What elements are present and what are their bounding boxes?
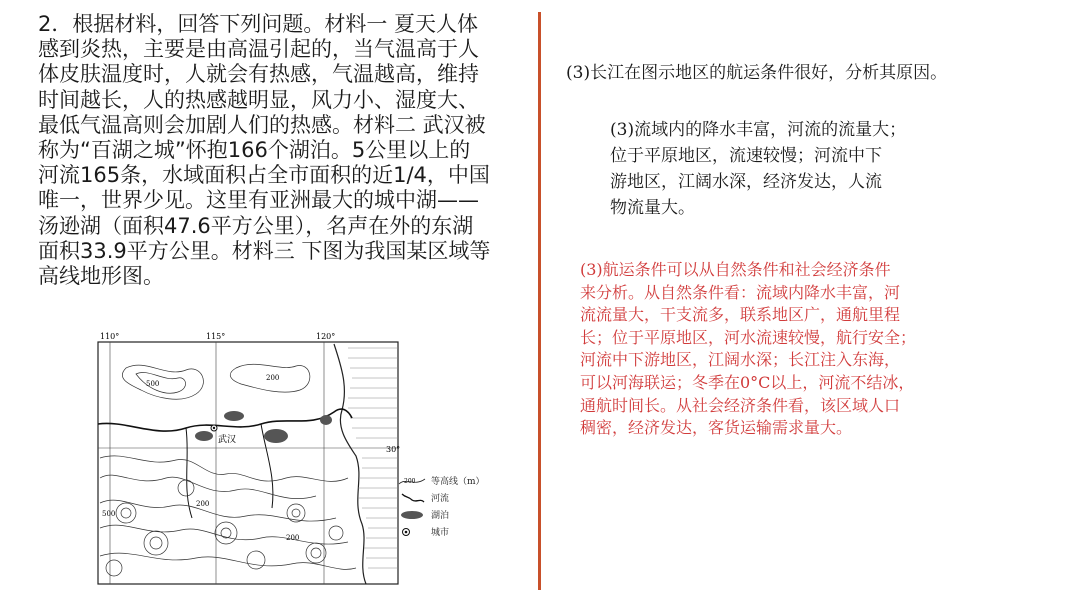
- legend-city-label: 城市: [431, 528, 450, 538]
- legend-contour: [398, 472, 508, 489]
- answer-text: (3)流域内的降水丰富，河流的流量大； 位于平原地区，流速较慢；河流中下 游地区，江阔水深，经济发达，人流 物流量大。: [610, 120, 907, 218]
- legend-lake-label: 湖泊: [431, 511, 450, 521]
- lake-1: [224, 411, 244, 421]
- legend-river: [398, 489, 508, 506]
- contour-label-200-c: 200: [286, 534, 300, 542]
- contour-label-500-a: 500: [146, 380, 160, 388]
- column-divider: [538, 12, 541, 590]
- lake-poyang: [264, 429, 288, 443]
- lake-legend-icon: [398, 509, 426, 521]
- contour-label-200-a: 200: [266, 374, 280, 382]
- river-legend-icon: [398, 492, 426, 504]
- subquestion-3: (3)长江在图示地区的航运条件很好，分析其原因。: [566, 63, 948, 83]
- contour-map: [86, 328, 506, 590]
- legend-city: [398, 523, 508, 540]
- lon-label-110: 110°: [100, 332, 120, 341]
- city-legend-icon: [398, 526, 426, 538]
- lon-label-120: 120°: [316, 332, 336, 341]
- lat-label-30: 30°: [386, 445, 401, 454]
- city-label-wuhan: 武汉: [218, 435, 237, 445]
- city-wuhan-dot: [213, 427, 215, 429]
- lake-dongting: [195, 431, 213, 441]
- lon-label-115: 115°: [206, 332, 226, 341]
- analysis-text: (3)航运条件可以从自然条件和社会经济条件 来分析。从自然条件看：流域内降水丰富，河 流流量大，干支流多，联系地区广，通航里程 长；位于平原地区，河水流速较慢，航行安全； 河流中下游地区，江阔水深；长江注入东海， 可以河海联运；冬季在0°C以上，河流不结冰， 通航时间长。从社会经济条件看，该区域人口 稠密，经济发达，客货运输需求量大。: [580, 260, 917, 438]
- legend-lake: [398, 506, 508, 523]
- legend-contour-label: 等高线（m）: [431, 477, 485, 487]
- map-frame: [98, 342, 401, 584]
- lake-taihu: [320, 415, 332, 425]
- question-text: 2．根据材料，回答下列问题。材料一 夏天人体 感到炎热，主要是由高温引起的，当气温高于人 体皮肤温度时，人就会有热感，气温越高，维持 时间越长，人的热感越明显，风力小、湿度大、 最低气温高则会加剧人们的热感。材料二 武汉被 称为“百湖之城”怀抱166个湖泊。5公里以上的 河流165条，水域面积占全市面积的近1/4，中国 唯一，世界少见。这里有亚洲最大的城中湖—— 汤逊湖（面积47.6平方公里），名声在外的东湖 面积33.9平方公里。材料三 下图为我国某区域等 高线地形图。: [38, 12, 491, 289]
- legend-contour-sample: 200: [404, 477, 416, 485]
- contour-legend-icon: [398, 475, 426, 487]
- map-legend: [398, 472, 508, 540]
- contour-label-500-b: 500: [102, 510, 116, 518]
- legend-river-label: 河流: [431, 494, 450, 504]
- contour-label-200-b: 200: [196, 500, 210, 508]
